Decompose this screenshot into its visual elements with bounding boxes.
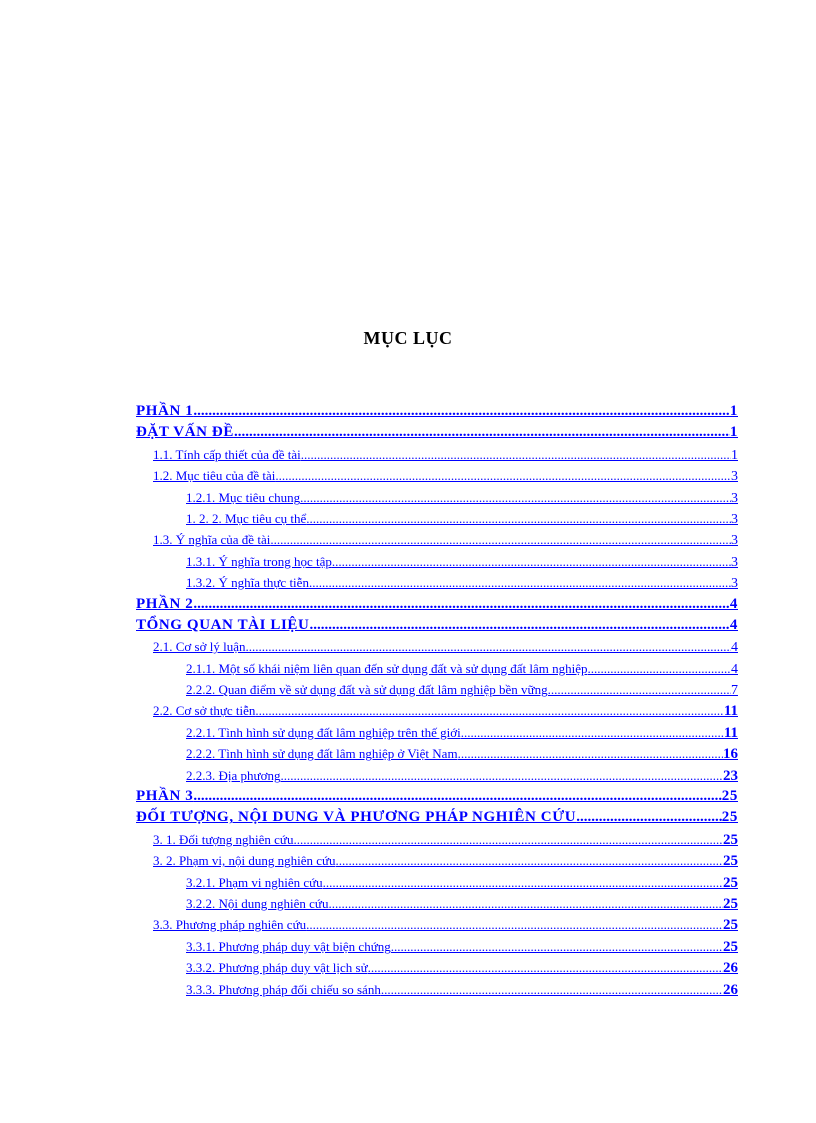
toc-entry-text: PHẦN 2 bbox=[136, 595, 194, 612]
toc-entry[interactable] bbox=[136, 893, 738, 914]
toc-entry-text: 1.3.2. Ý nghĩa thực tiễn bbox=[186, 575, 309, 591]
toc-entry-text: 3.3. Phương pháp nghiên cứu bbox=[153, 917, 307, 933]
toc-page-number: 1 bbox=[729, 403, 738, 419]
toc-entry-text: 3.3.3. Phương pháp đối chiếu so sánh bbox=[186, 981, 381, 997]
toc-entry[interactable] bbox=[136, 807, 738, 828]
toc-entry-text: 2.2.3. Địa phương bbox=[186, 767, 281, 783]
dot-leader bbox=[458, 743, 723, 764]
toc-entry-text: PHẦN 1 bbox=[136, 403, 194, 419]
dot-leader bbox=[275, 465, 731, 486]
toc-page-number: 3 bbox=[731, 490, 738, 506]
toc-entry[interactable] bbox=[136, 401, 738, 422]
dot-leader bbox=[461, 722, 724, 743]
toc-page-number: 3 bbox=[731, 533, 738, 549]
toc-page-number: 11 bbox=[723, 703, 738, 720]
toc-entry[interactable] bbox=[136, 679, 738, 700]
toc-entry-text: 1.3. Ý nghĩa của đề tài bbox=[153, 532, 271, 548]
toc-entry[interactable] bbox=[136, 957, 738, 978]
page-title: MỤC LỤC bbox=[363, 328, 453, 348]
dot-leader bbox=[280, 765, 723, 786]
toc-page-number: 4 bbox=[729, 616, 738, 633]
toc-entry-text: 1. 2. 2. Mục tiêu cụ thể bbox=[186, 510, 307, 526]
dot-leader bbox=[332, 551, 731, 572]
toc-entry[interactable] bbox=[136, 572, 738, 593]
toc-page-number: 7 bbox=[731, 683, 738, 699]
toc-entry[interactable] bbox=[136, 700, 738, 721]
toc-page-number: 25 bbox=[721, 788, 738, 805]
toc-entry-text: 2.2. Cơ sở thực tiễn bbox=[153, 703, 256, 719]
toc-entry[interactable] bbox=[136, 722, 738, 743]
toc-entry[interactable] bbox=[136, 872, 738, 893]
toc-entry[interactable] bbox=[136, 636, 738, 657]
toc-entry[interactable] bbox=[136, 487, 738, 508]
toc-page-number: 4 bbox=[729, 595, 738, 612]
toc-entry[interactable] bbox=[136, 551, 738, 572]
dot-leader bbox=[309, 572, 731, 593]
toc-page-number: 4 bbox=[731, 661, 738, 677]
toc-entry-text: 2.2.2. Tình hình sử dụng đất lâm nghiệp ở Việt Nam bbox=[186, 746, 458, 762]
toc-entry[interactable] bbox=[136, 936, 738, 957]
toc-page-number: 25 bbox=[723, 874, 738, 891]
toc-page-number: 26 bbox=[723, 960, 738, 977]
dot-leader bbox=[293, 829, 723, 850]
dot-leader bbox=[193, 594, 730, 615]
toc-entry[interactable] bbox=[136, 850, 738, 871]
dot-leader bbox=[328, 893, 723, 914]
toc-page-number: 1 bbox=[731, 447, 738, 463]
dot-leader bbox=[381, 979, 723, 1000]
toc-entry[interactable] bbox=[136, 743, 738, 764]
dot-leader bbox=[323, 872, 723, 893]
toc-entry-text: 1.2. Mục tiêu của đề tài bbox=[153, 468, 276, 484]
toc-page-number: 25 bbox=[721, 809, 738, 826]
dot-leader bbox=[336, 850, 723, 871]
toc-page-number: 25 bbox=[723, 853, 738, 870]
dot-leader bbox=[245, 636, 731, 657]
dot-leader bbox=[306, 508, 731, 529]
toc-entry[interactable] bbox=[136, 444, 738, 465]
dot-leader bbox=[368, 957, 723, 978]
toc-entry-text: TỔNG QUAN TÀI LIỆU bbox=[136, 616, 310, 633]
toc-entry-text: 2.1. Cơ sở lý luận bbox=[153, 639, 246, 655]
toc-page-number: 3 bbox=[731, 554, 738, 570]
toc-entry-text: 2.2.2. Quan điểm về sử dụng đất và sử dụng đất lâm nghiệp bền vững bbox=[186, 682, 548, 698]
toc-entry-text: 2.1.1. Một số khái niệm liên quan đến sử dụng đất và sử dụng đất lâm nghiệp bbox=[186, 660, 588, 676]
toc-entry[interactable] bbox=[136, 465, 738, 486]
toc-page-number: 25 bbox=[723, 895, 738, 912]
toc-entry-text: 1.1. Tính cấp thiết của đề tài bbox=[153, 446, 301, 462]
table-of-contents bbox=[136, 401, 738, 1000]
toc-entry-text: 3.2.1. Phạm vi nghiên cứu bbox=[186, 874, 323, 890]
dot-leader bbox=[576, 807, 722, 828]
dot-leader bbox=[588, 658, 731, 679]
toc-entry-text: 3. 2. Phạm vi, nội dung nghiên cứu bbox=[153, 853, 336, 869]
toc-entry-text: 3.3.1. Phương pháp duy vật biện chứng bbox=[186, 938, 391, 954]
toc-page-number: 23 bbox=[723, 767, 738, 784]
toc-entry-text: ĐẶT VẤN ĐỀ bbox=[136, 424, 234, 441]
toc-entry-text: 1.3.1. Ý nghĩa trong học tập bbox=[186, 553, 332, 569]
toc-entry[interactable] bbox=[136, 765, 738, 786]
toc-entry-text: 3.2.2. Nội dung nghiên cứu bbox=[186, 895, 329, 911]
toc-page-number: 3 bbox=[731, 576, 738, 592]
toc-entry[interactable] bbox=[136, 914, 738, 935]
dot-leader bbox=[255, 700, 723, 721]
toc-entry[interactable] bbox=[136, 422, 738, 443]
toc-page-number: 3 bbox=[731, 511, 738, 527]
dot-leader bbox=[270, 529, 731, 550]
toc-page-number: 3 bbox=[731, 469, 738, 485]
toc-page-number: 1 bbox=[729, 424, 738, 441]
toc-page-number: 16 bbox=[723, 746, 738, 763]
toc-entry[interactable] bbox=[136, 979, 738, 1000]
toc-entry-text: 3.3.2. Phương pháp duy vật lịch sử bbox=[186, 960, 368, 976]
toc-entry-text: 2.2.1. Tình hình sử dụng đất lâm nghiệp trên thế giới bbox=[186, 724, 461, 740]
toc-entry[interactable] bbox=[136, 508, 738, 529]
toc-entry-text: PHẦN 3 bbox=[136, 788, 194, 805]
dot-leader bbox=[193, 786, 721, 807]
dot-leader bbox=[391, 936, 723, 957]
dot-leader bbox=[548, 679, 731, 700]
toc-page-number: 25 bbox=[723, 938, 738, 955]
dot-leader bbox=[300, 487, 731, 508]
dot-leader bbox=[193, 401, 730, 422]
dot-leader bbox=[306, 914, 723, 935]
dot-leader bbox=[309, 615, 729, 636]
dot-leader bbox=[301, 444, 731, 465]
toc-entry[interactable] bbox=[136, 786, 738, 807]
toc-entry[interactable] bbox=[136, 829, 738, 850]
toc-entry[interactable] bbox=[136, 594, 738, 615]
toc-entry[interactable] bbox=[136, 615, 738, 636]
toc-entry-text: ĐỐI TƯỢNG, NỘI DUNG VÀ PHƯƠNG PHÁP NGHIÊN CỨU bbox=[136, 809, 577, 826]
toc-page-number: 4 bbox=[731, 640, 738, 656]
dot-leader bbox=[234, 422, 730, 443]
toc-entry[interactable] bbox=[136, 529, 738, 550]
toc-entry[interactable] bbox=[136, 658, 738, 679]
toc-entry-text: 1.2.1. Mục tiêu chung bbox=[186, 489, 301, 505]
toc-page-number: 25 bbox=[723, 831, 738, 848]
toc-page-number: 11 bbox=[723, 724, 738, 741]
toc-page-number: 25 bbox=[723, 917, 738, 934]
toc-entry-text: 3. 1. Đối tượng nghiên cứu bbox=[153, 831, 294, 847]
toc-page-number: 26 bbox=[723, 981, 738, 998]
